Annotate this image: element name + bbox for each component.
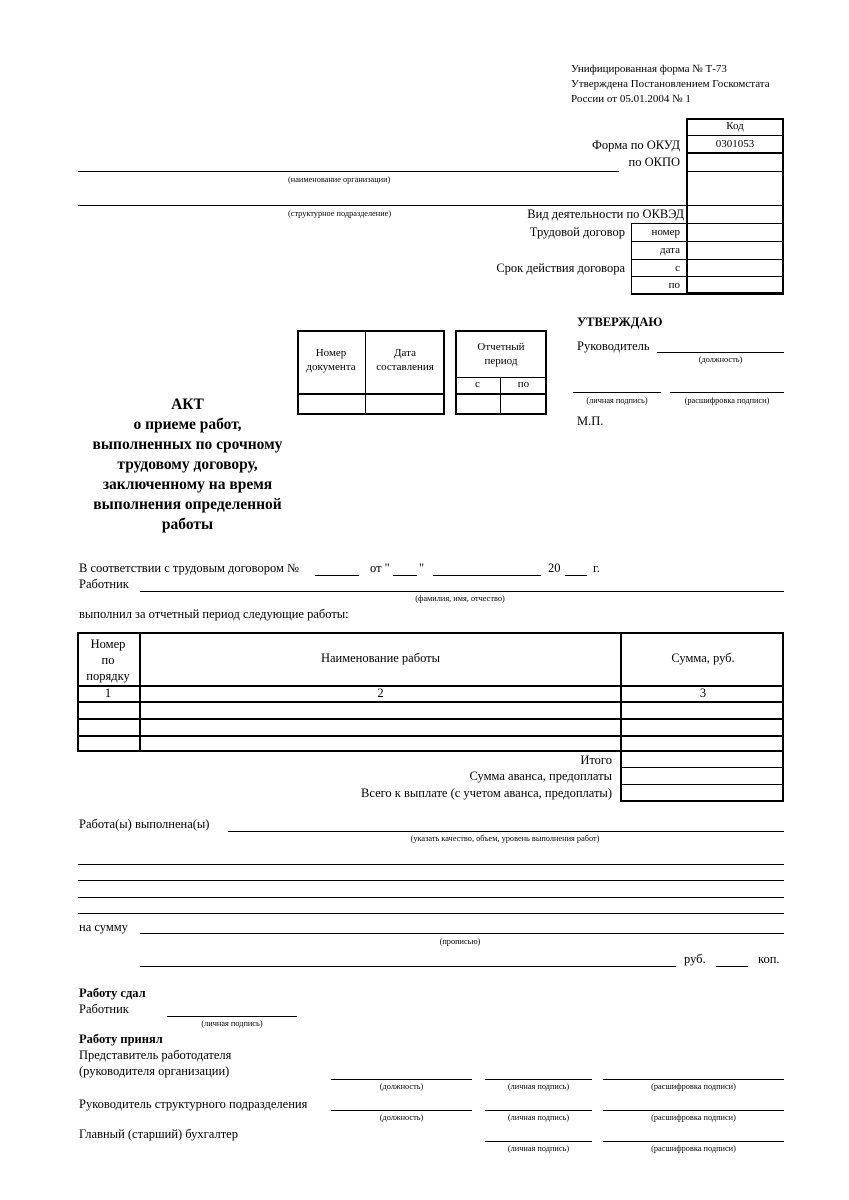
approve-position-hint: (должность) [698,355,743,364]
doc-date-header: Дата составления [376,347,434,373]
performed-label: выполнил за отчетный период следующие работы: [79,607,349,621]
year-suffix: г. [593,561,600,575]
work-done-hint: (указать качество, объем, уровень выполнения работ) [410,834,600,843]
contract-label: Трудовой договор [529,225,625,239]
handed-title: Работу сдал [79,986,146,1000]
employer-decode-hint: (расшифровка подписи) [651,1082,736,1091]
dept-head-label: Руководитель структурного подразделения [79,1097,308,1111]
kop-line[interactable] [716,966,748,967]
work-done-line-3[interactable] [78,880,784,881]
org-name-line[interactable] [78,171,619,172]
dept-head-decode-line[interactable] [603,1110,784,1111]
okud-code: 0301053 [715,138,755,150]
accountant-decode-line[interactable] [603,1141,784,1142]
sum-label: на сумму [79,920,128,934]
accountant-sign-hint: (личная подпись) [507,1144,570,1153]
col-num-3: 3 [699,686,707,700]
doc-date-field[interactable] [367,395,443,413]
kop-label: коп. [758,952,780,966]
dept-head-position-hint: (должность) [379,1113,424,1122]
work-done-line[interactable] [228,831,784,832]
rub-label: руб. [684,952,706,966]
contract-number-label: номер [651,226,680,238]
kod-header: Код [726,120,744,132]
sum-words-line-2[interactable] [140,966,676,967]
approve-head-label: Руководитель [577,339,650,353]
dept-head-sign-hint: (личная подпись) [507,1113,570,1122]
employer-position-line[interactable] [331,1079,472,1080]
accountant-decode-hint: (расшифровка подписи) [651,1144,736,1153]
worker-name-line[interactable] [140,591,784,592]
employer-decode-line[interactable] [603,1079,784,1080]
dept-hint: (структурное подразделение) [288,209,392,218]
total-label: Всего к выплате (с учетом аванса, предоплаты) [361,786,612,800]
col-sum-header: Сумма, руб. [671,651,735,665]
contract-date-label: дата [659,244,680,256]
okpo-label: по ОКПО [628,155,680,169]
term-from-label: с [675,262,680,274]
year-line[interactable] [565,575,587,576]
col-num-1: 1 [104,686,112,700]
date-from-label: от " [370,561,390,575]
term-label: Срок действия договора [496,261,625,275]
handed-sign-line[interactable] [167,1016,297,1017]
quote-close: " [419,561,425,575]
fio-hint: (фамилия, имя, отчество) [415,594,505,603]
work-done-line-2[interactable] [78,864,784,865]
accountant-label: Главный (старший) бухгалтер [79,1127,238,1141]
sum-words-line[interactable] [140,933,784,934]
employer-sign-hint: (личная подпись) [507,1082,570,1091]
contract-number-line[interactable] [315,575,359,576]
okved-label: Вид деятельности по ОКВЭД [527,207,684,221]
period-from: с [475,378,480,390]
act-title: АКТ о приеме работ, выполненных по срочному трудовому договору, заключенному на время выполнения определенной работы [92,396,283,533]
okpo-code-field[interactable] [686,155,784,171]
employer-label-2: (руководителя организации) [79,1064,230,1078]
work-done-label: Работа(ы) выполнена(ы) [79,817,210,831]
accepted-title: Работу принял [79,1032,163,1046]
approve-sign-hint: (личная подпись) [586,396,648,405]
form-approval: Утверждена Постановлением Госкомстата [571,78,770,90]
approve-decode-line[interactable] [670,392,784,393]
col-number-header: Номер по порядку [86,637,130,683]
dept-head-position-line[interactable] [331,1110,472,1111]
dept-head-sign-line[interactable] [485,1110,592,1111]
col-name-header: Наименование работы [320,651,441,665]
form-number: Унифицированная форма № Т-73 [571,63,727,75]
period-to: по [517,378,530,390]
okud-label: Форма по ОКУД [592,138,680,152]
employer-sign-line[interactable] [485,1079,592,1080]
sum-words-hint: (прописью) [439,937,481,946]
according-label: В соответствии с трудовым договором № [79,561,299,575]
approve-title: УТВЕРЖДАЮ [577,315,663,329]
itogo-label: Итого [580,753,612,767]
approve-decode-hint: (расшифровка подписи) [684,396,770,405]
doc-number-header: Номер документа [306,347,356,373]
handed-sign-hint: (личная подпись) [201,1019,263,1028]
employer-label-1: Представитель работодателя [79,1048,232,1062]
year-label: 20 [548,561,561,575]
advance-label: Сумма аванса, предоплаты [469,769,612,783]
month-line[interactable] [433,575,541,576]
worker-label: Работник [79,577,129,591]
work-done-line-4[interactable] [78,897,784,898]
stamp-label: М.П. [577,414,604,428]
employer-position-hint: (должность) [379,1082,424,1091]
handed-worker-label: Работник [79,1002,129,1016]
term-to-label: по [668,279,680,291]
dept-line[interactable] [78,205,686,206]
period-header: Отчетный период [477,341,525,367]
work-done-line-5[interactable] [78,913,784,914]
approve-position-line[interactable] [657,352,784,353]
dept-head-decode-hint: (расшифровка подписи) [651,1113,736,1122]
accountant-sign-line[interactable] [485,1141,592,1142]
approve-sign-line[interactable] [573,392,661,393]
form-approval-date: России от 05.01.2004 № 1 [571,93,691,105]
doc-number-field[interactable] [299,395,364,413]
org-name-hint: (наименование организации) [288,175,391,184]
day-line[interactable] [393,575,417,576]
col-num-2: 2 [377,686,384,700]
